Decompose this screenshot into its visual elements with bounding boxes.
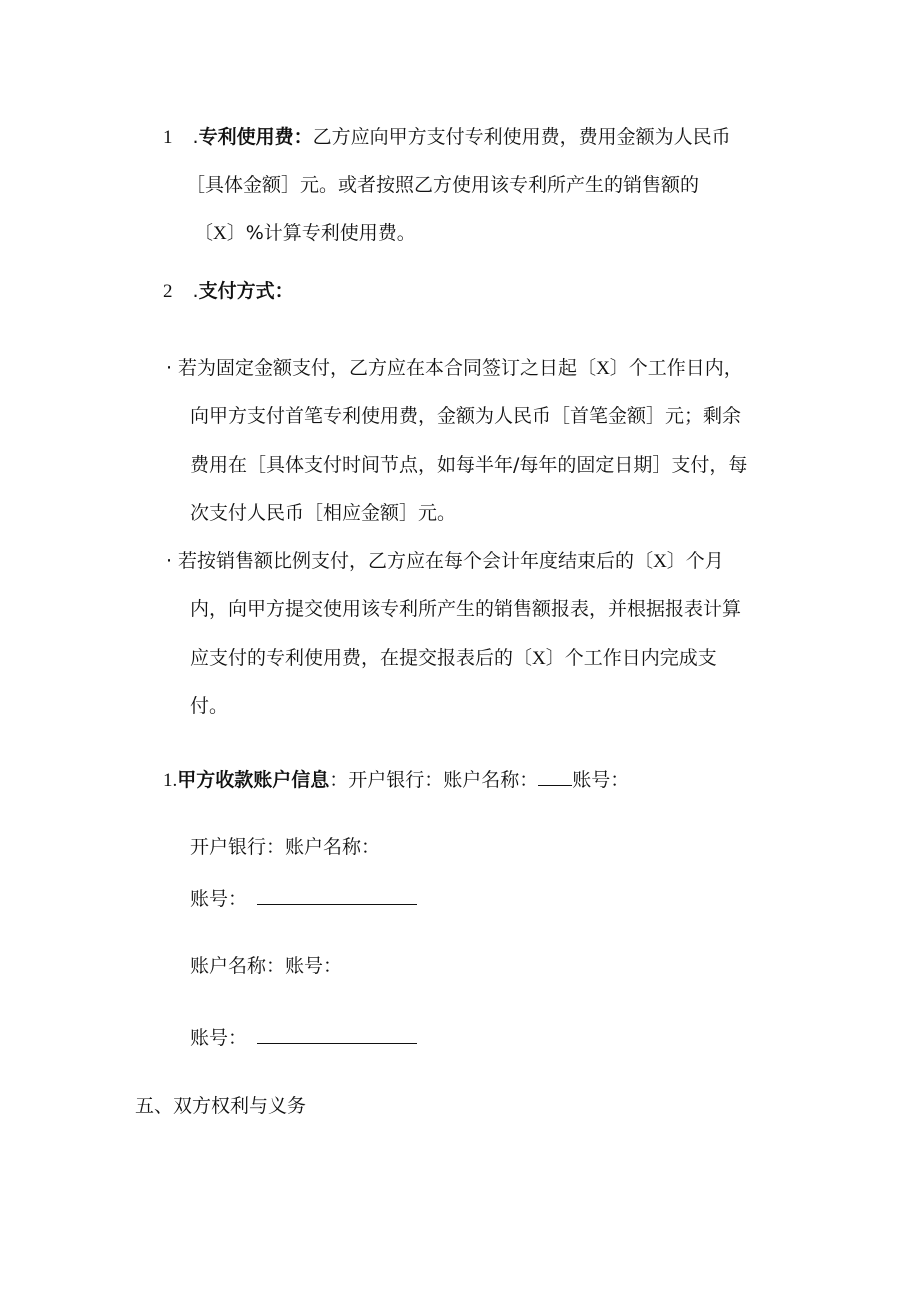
bullet1-text-line4: 次支付人民币［相应金额］元。 xyxy=(190,502,457,524)
bullet1-line3 xyxy=(190,453,747,477)
account-text-line3: 账号： xyxy=(190,888,248,910)
bullet2-line1 xyxy=(166,549,724,574)
account-text-line4: 账户名称：账号： xyxy=(190,955,343,977)
account-text-line2: 开户银行：账户名称： xyxy=(190,836,381,858)
item1-text-line2: ［具体金额］元。或者按照乙方使用该专利所产生的销售额的 xyxy=(186,174,700,196)
item2-number: 2 xyxy=(163,281,173,302)
bullet2-text-line2: 内，向甲方提交使用该专利所产生的销售额报表，并根据报表计算 xyxy=(190,598,742,620)
item2-title: 支付方式： xyxy=(198,280,294,302)
bullet1-x-placeholder: 〔X〕 xyxy=(577,358,629,379)
bullet2-text-line3-a: 应支付的专利使用费，在提交报表后的 xyxy=(190,647,514,669)
account-text-b: 账号： xyxy=(572,769,630,791)
item1-text-line3: %计算专利使用费。 xyxy=(245,222,416,244)
item1-number: 1 xyxy=(163,127,173,148)
bullet1-line2 xyxy=(190,404,741,428)
item1-line2 xyxy=(186,173,699,197)
bullet2-line2 xyxy=(190,597,741,621)
item1-text-line1: 乙方应向甲方支付专利使用费，费用金额为人民币 xyxy=(312,126,731,148)
account-number: 1. xyxy=(163,770,178,791)
account-text-line5: 账号： xyxy=(190,1027,248,1049)
bullet1-marker: · xyxy=(166,357,173,379)
account-title: 甲方收款账户信息 xyxy=(177,769,330,791)
bullet1-text-b: 个工作日内， xyxy=(628,357,743,379)
bullet2-line3 xyxy=(190,646,717,671)
bullet2-text-line3-b: 个工作日内完成支 xyxy=(564,647,717,669)
account-line5 xyxy=(190,1023,417,1050)
bullet1-text-line2: 向甲方支付首笔专利使用费，金额为人民币［首笔金额］元；剩余 xyxy=(190,405,742,427)
bullet1-text-a: 若为固定金额支付，乙方应在本合同签订之日起 xyxy=(178,357,578,379)
item2-dot: . xyxy=(192,280,199,302)
bullet2-text-a: 若按销售额比例支付，乙方应在每个会计年度结束后的 xyxy=(178,550,635,572)
account-line2 xyxy=(190,835,380,859)
item1-line3 xyxy=(194,221,416,246)
bullet1-line1 xyxy=(166,356,743,381)
account-line3 xyxy=(190,884,417,911)
bullet1-line4 xyxy=(190,501,456,525)
bullet2-text-line4: 付。 xyxy=(190,695,229,717)
item1-dot: . xyxy=(192,126,199,148)
bullet1-text-line3: 费用在［具体支付时间节点，如每半年/每年的固定日期］支付，每 xyxy=(190,454,748,476)
item1-title: 专利使用费： xyxy=(198,126,313,148)
item1-line1 xyxy=(163,125,731,150)
section5-heading-text: 五、双方权利与义务 xyxy=(135,1095,307,1117)
section5-heading xyxy=(135,1094,306,1118)
item2-line xyxy=(163,279,294,304)
bullet2-x-placeholder-2: 〔X〕 xyxy=(513,648,565,669)
account-number-blank-2[interactable] xyxy=(257,1023,417,1044)
account-line1 xyxy=(163,765,629,793)
bullet2-text-b: 个月 xyxy=(685,550,724,572)
account-line4 xyxy=(190,954,342,978)
bullet2-marker: · xyxy=(166,550,173,572)
account-text-a: ：开户银行：账户名称： xyxy=(329,769,539,791)
bullet2-x-placeholder: 〔X〕 xyxy=(634,551,686,572)
bullet2-line4 xyxy=(190,694,228,718)
item1-x-placeholder: 〔X〕 xyxy=(194,223,246,244)
account-name-blank[interactable] xyxy=(538,765,572,786)
account-number-blank-1[interactable] xyxy=(257,884,417,905)
